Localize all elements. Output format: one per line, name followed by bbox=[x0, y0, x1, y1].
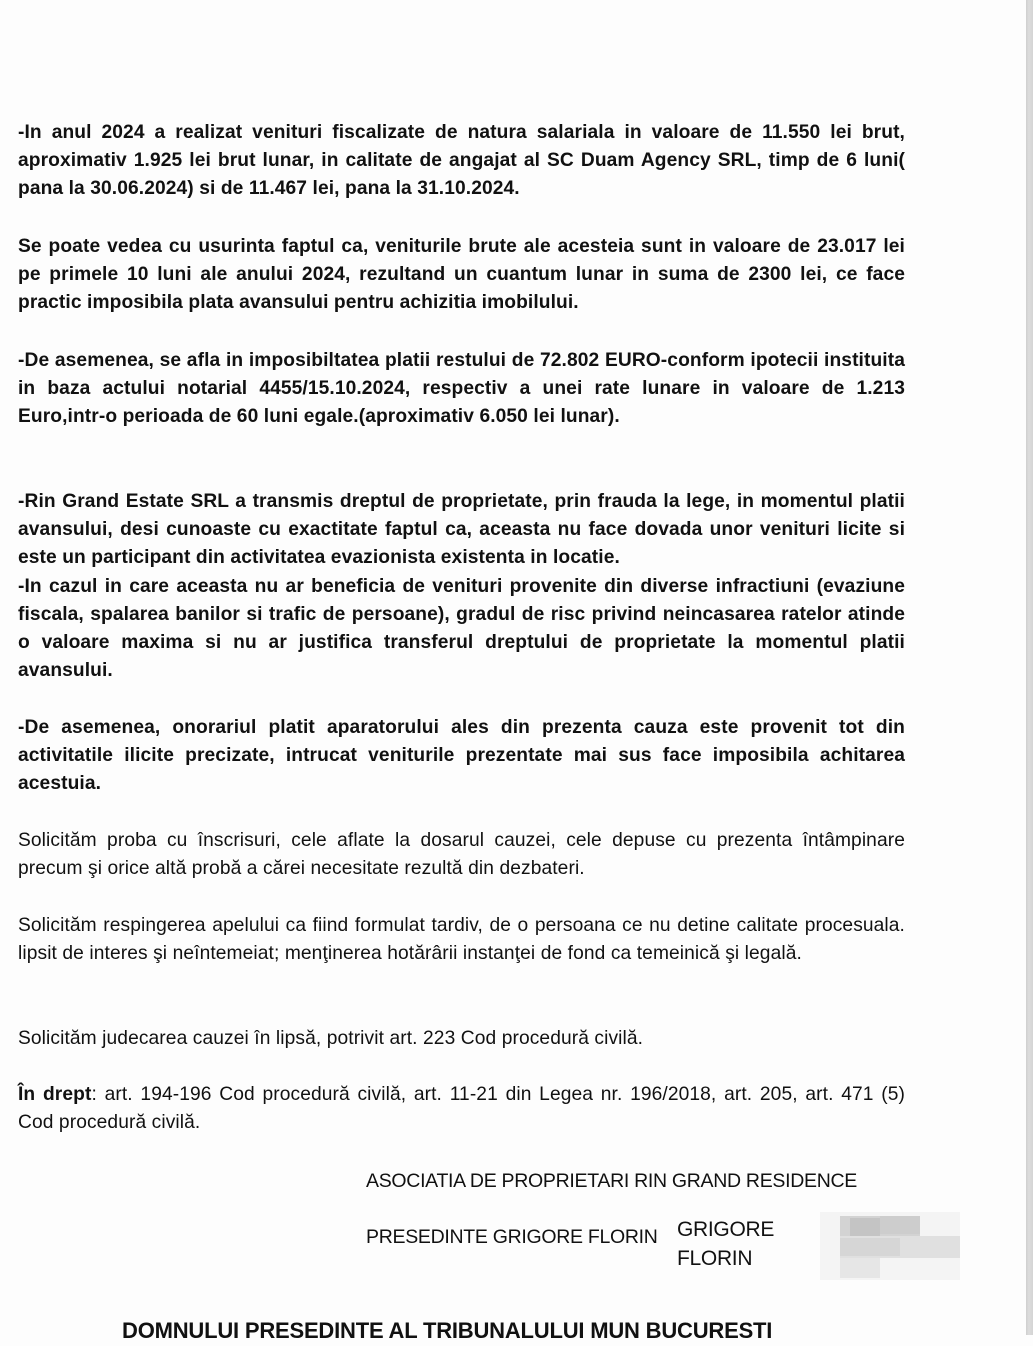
paragraph-trial-in-absence bbox=[18, 1025, 905, 1053]
paragraph-mortgage-inability bbox=[18, 347, 905, 431]
signature-organization: ASOCIATIA DE PROPRIETARI RIN GRAND RESIDENCE bbox=[366, 1170, 857, 1192]
page-edge-shadow bbox=[1026, 0, 1033, 1335]
paragraph-text: Solicităm judecarea cauzei în lipsă, potrivit art. 223 Cod procedură civilă. bbox=[18, 1028, 644, 1049]
redacted-signature-icon bbox=[820, 1212, 960, 1280]
legal-basis-label: În drept bbox=[18, 1084, 92, 1105]
paragraph-property-transfer-fraud bbox=[18, 488, 905, 572]
paragraph-appeal-rejection bbox=[18, 912, 905, 968]
paragraph-text: -In anul 2024 a realizat venituri fiscalizate de natura salariala in valoare de 11.550 lei brut, aproximativ 1.925 lei brut lunar, in calitate de angajat al SC Duam Agency SRL, timp de 6 luni( pana la 30.06.2024) si de 11.467 lei, pana la 31.10.2024. bbox=[18, 122, 905, 199]
signature-name-line2: FLORIN bbox=[677, 1247, 753, 1270]
legal-basis-text bbox=[18, 1081, 905, 1137]
legal-basis-content: : art. 194-196 Cod procedură civilă, art. 11-21 din Legea nr. 196/2018, art. 205, art. 471 (5) Cod procedură civilă. bbox=[18, 1084, 905, 1133]
paragraph-evidence-request bbox=[18, 827, 905, 883]
paragraph-gross-income-summary bbox=[18, 233, 905, 317]
paragraph-risk-assessment bbox=[18, 573, 905, 685]
paragraph-text: -Rin Grand Estate SRL a transmis dreptul de proprietate, prin frauda la lege, in momentul platii avansului, desi cunoaste cu exactitate faptul ca, aceasta nu face dovada unor venituri licite si este un participant din activitatea evazionista existenta in locatie. bbox=[18, 491, 905, 568]
paragraph-text: Solicităm proba cu înscrisuri, cele aflate la dosarul cauzei, cele depuse cu prezenta întâmpinare precum şi orice altă probă a cărei necesitate rezultă din dezbateri. bbox=[18, 830, 905, 879]
paragraph-text: Solicităm respingerea apelului ca fiind formulat tardiv, de o persoana ce nu detine calitate procesuala. lipsit de interes şi neîntemeiat; menţinerea hotărârii instanţei de fond ca temeinică şi legală. bbox=[18, 915, 905, 964]
paragraph-text: -De asemenea, onorariul platit aparatorului ales din prezenta cauza este provenit tot din activitatile ilicite precizate, intrucat veniturile prezentate mai sus face imposibila achitarea acestuia. bbox=[18, 717, 905, 794]
legal-basis bbox=[18, 1081, 905, 1137]
signature-handwritten-name bbox=[677, 1215, 774, 1273]
next-page-heading: DOMNULUI PRESEDINTE AL TRIBUNALULUI MUN BUCURESTI bbox=[122, 1318, 773, 1343]
signature-title: PRESEDINTE GRIGORE FLORIN bbox=[366, 1226, 658, 1248]
signature-name-line1: GRIGORE bbox=[677, 1218, 775, 1241]
paragraph-lawyer-fee bbox=[18, 714, 905, 798]
paragraph-text: Se poate vedea cu usurinta faptul ca, veniturile brute ale acesteia sunt in valoare de 23.017 lei pe primele 10 luni ale anului 2024, rezultand un cuantum lunar in suma de 2300 lei, ce face practic imposibila plata avansului pentru achizitia imobilului. bbox=[18, 236, 905, 313]
paragraph-text: -De asemenea, se afla in imposibiltatea platii restului de 72.802 EURO-conform ipotecii instituita in baza actului notarial 4455/15.10.2024, respectiv a unei rate lunare in valoare de 1.213 Euro,intr-o perioada de 60 luni egale.(aproximativ 6.050 lei lunar). bbox=[18, 350, 905, 427]
paragraph-income-2024 bbox=[18, 119, 905, 203]
paragraph-text: -In cazul in care aceasta nu ar beneficia de venituri provenite din diverse infractiuni (evaziune fiscala, spalarea banilor si trafic de persoane), gradul de risc privind neincasarea ratelor atinde o valoare maxima si nu ar justifica transferul dreptului de proprietate la momentul platii avansului. bbox=[18, 576, 905, 681]
